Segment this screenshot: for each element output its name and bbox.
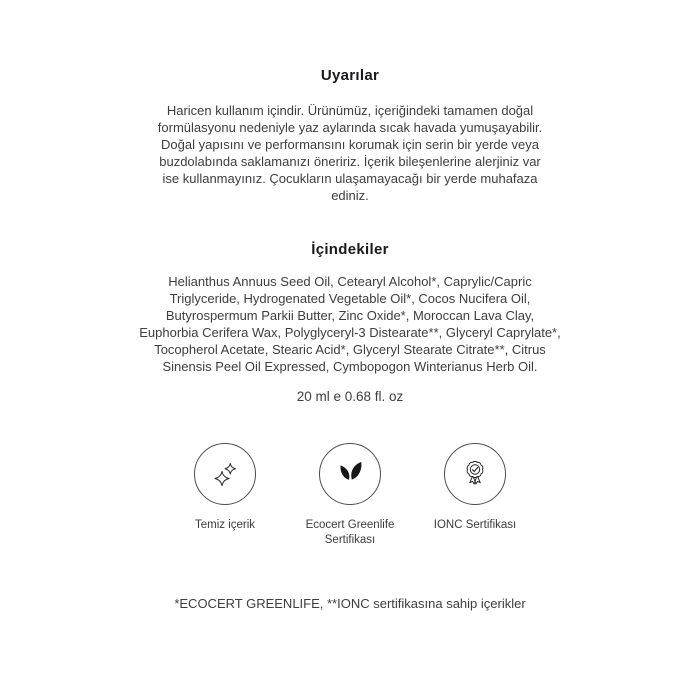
badge-circle	[444, 443, 506, 505]
warnings-text-line: ise kullanmayınız. Çocukların ulaşamayacağı bir yerde muhafaza	[162, 171, 538, 186]
ingredients-text-line: Butyrospermum Parkii Butter, Zinc Oxide*, Moroccan Lava Clay,	[165, 308, 535, 323]
ingredients-text-line: Euphorbia Cerifera Wax, Polyglyceryl-3 Distearate**, Glyceryl Caprylate*,	[139, 325, 561, 340]
ingredients-paragraph	[0, 273, 700, 375]
warnings-text-line: Haricen kullanım içindir. Ürünümüz, içeriğindeki tamamen doğal	[166, 103, 534, 118]
badge-circle	[194, 443, 256, 505]
warnings-title: Uyarılar	[320, 67, 380, 84]
badge-ecocert-greenlife	[290, 443, 410, 548]
badge-circle	[319, 443, 381, 505]
warnings-text-line: Doğal yapısını ve performansını korumak için serin bir yerde veya	[161, 137, 539, 152]
badge-ionc	[415, 443, 535, 533]
ingredients-text-line: Triglyceride, Hydrogenated Vegetable Oil*, Cocos Nucifera Oil,	[169, 291, 531, 306]
ingredients-text-line: Tocopherol Acetate, Stearic Acid*, Glyceryl Stearate Citrate**, Citrus	[154, 342, 546, 357]
volume-text: 20 ml e 0.68 fl. oz	[296, 389, 404, 404]
badge-clean-content	[165, 443, 285, 533]
warnings-paragraph	[0, 102, 700, 204]
badge-label: Temiz içerik	[194, 519, 256, 531]
ingredients-title: İçindekiler	[311, 241, 389, 258]
warnings-text-line: formülasyonu nedeniyle yaz aylarında sıcak havada yumuşayabilir.	[157, 120, 543, 135]
ingredients-text-line: Sinensis Peel Oil Expressed, Cymbopogon Winterianus Herb Oil.	[162, 359, 538, 374]
certification-badges-row	[0, 443, 700, 548]
warnings-text-line: buzdolabında saklamanızı öneririz. İçerik bileşenlerine alerjiniz var	[159, 154, 541, 169]
ingredients-text-line: Helianthus Annuus Seed Oil, Cetearyl Alcohol*, Caprylic/Capric	[168, 274, 532, 289]
badge-label: IONC Sertifikası	[433, 519, 517, 531]
certification-footnote: *ECOCERT GREENLIFE, **IONC sertifikasına sahip içerikler	[174, 596, 526, 611]
award-ribbon-icon	[457, 456, 493, 492]
badge-label: Ecocert Greenlife Sertifikası	[305, 519, 395, 546]
sparkles-icon	[207, 456, 243, 492]
leaves-icon	[332, 456, 368, 492]
warnings-text-line: ediniz.	[331, 188, 369, 203]
